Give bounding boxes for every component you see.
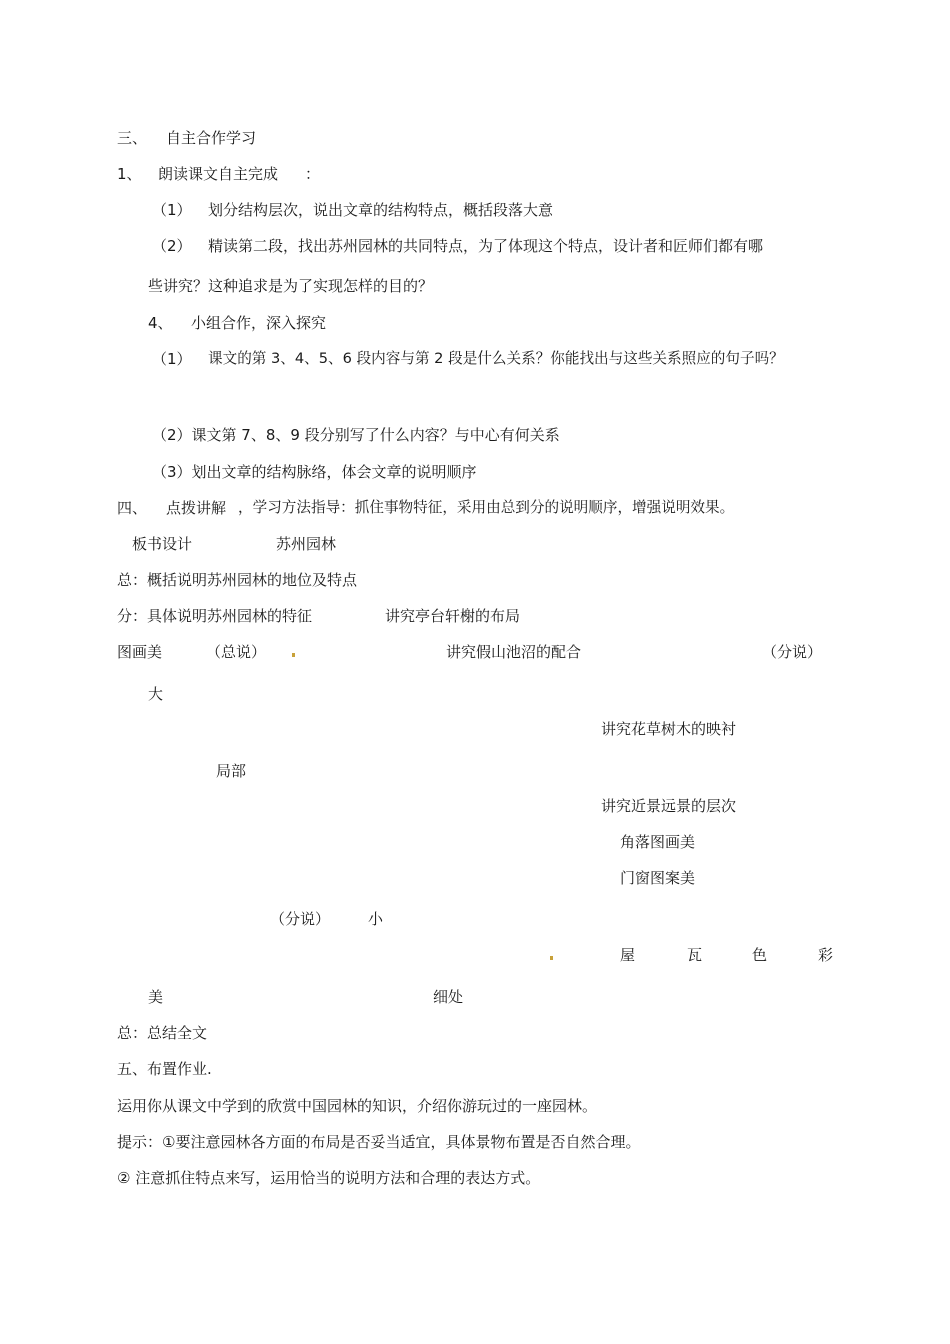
board-scenery-layers: 讲究近景远景的层次 (601, 797, 737, 815)
board-color: 色 (752, 946, 768, 964)
board-title: 苏州园林 (276, 535, 337, 553)
question1-number: （1） (152, 201, 192, 219)
question2-text: 精读第二段，找出苏州园林的共同特点，为了体现这个特点，设计者和匠师们都有哪 (208, 237, 764, 255)
board-picture-beauty: 图画美 (117, 643, 163, 661)
section4-method: ，学习方法指导：抓住事物特征，采用由总到分的说明顺序，增强说明效果。 (238, 499, 735, 516)
section3-heading: 自主合作学习 (166, 129, 257, 147)
board-beauty: 美 (148, 988, 164, 1006)
board-corner-beauty: 角落图画美 (620, 833, 696, 851)
board-label: 板书设计 (132, 535, 193, 553)
explore2-text: （2）课文第 7、8、9 段分别写了什么内容？与中心有何关系 (152, 426, 560, 444)
highlight-dot (292, 653, 295, 657)
item1-colon: ： (305, 165, 321, 183)
board-flowers-trees: 讲究花草树木的映衬 (601, 720, 737, 738)
question2-continued: 些讲究？这种追求是为了实现怎样的目的？ (148, 277, 434, 295)
board-partial: 局部 (216, 762, 247, 780)
homework-hint-1: 提示：①要注意园林各方面的布局是否妥当适宜，具体景物布置是否自然合理。 (117, 1133, 641, 1151)
board-detail-note-2: （分说） (270, 910, 331, 928)
board-pavilion-layout: 讲究亭台轩榭的布局 (385, 607, 521, 625)
explore3-text: （3）划出文章的结构脉络，体会文章的说明顺序 (152, 463, 477, 481)
board-small: 小 (368, 910, 384, 928)
item4-text: 小组合作，深入探究 (191, 314, 327, 332)
item1-number: 1、 (117, 165, 142, 183)
question2-number: （2） (152, 237, 192, 255)
board-summary-intro: 总：概括说明苏州园林的地位及特点 (117, 571, 358, 589)
item1-text: 朗读课文自主完成 (158, 165, 279, 183)
board-hills-ponds: 讲究假山池沼的配合 (446, 643, 582, 661)
board-detail-note: （分说） (762, 643, 823, 661)
section4-heading: 点拨讲解 (166, 499, 227, 517)
homework-task: 运用你从课文中学到的欣赏中国园林的知识，介绍你游玩过的一座园林。 (117, 1097, 598, 1115)
question1-text: 划分结构层次，说出文章的结构特点，概括段落大意 (208, 201, 554, 219)
board-general-note: （总说） (206, 643, 267, 661)
board-house: 屋 (620, 946, 636, 964)
item4-number: 4、 (148, 314, 173, 332)
section5-heading: 五、布置作业. (117, 1060, 212, 1078)
explore1-text: 课文的第 3、4、5、6 段内容与第 2 段是什么关系？你能找出与这些关系照应的句子吗？ (208, 350, 784, 367)
homework-hint-2: ② 注意抓住特点来写，运用恰当的说明方法和合理的表达方式。 (117, 1169, 541, 1187)
section4-number: 四、 (117, 499, 148, 517)
board-details: 细处 (433, 988, 464, 1006)
board-hue: 彩 (818, 946, 834, 964)
section3-number: 三、 (117, 129, 148, 147)
board-window-beauty: 门窗图案美 (620, 869, 696, 887)
explore1-number: （1） (152, 350, 192, 368)
board-tile: 瓦 (687, 946, 703, 964)
board-large: 大 (148, 685, 164, 703)
board-features: 分：具体说明苏州园林的特征 (117, 607, 313, 625)
highlight-dot-2 (550, 956, 553, 960)
board-conclusion: 总：总结全文 (117, 1024, 208, 1042)
